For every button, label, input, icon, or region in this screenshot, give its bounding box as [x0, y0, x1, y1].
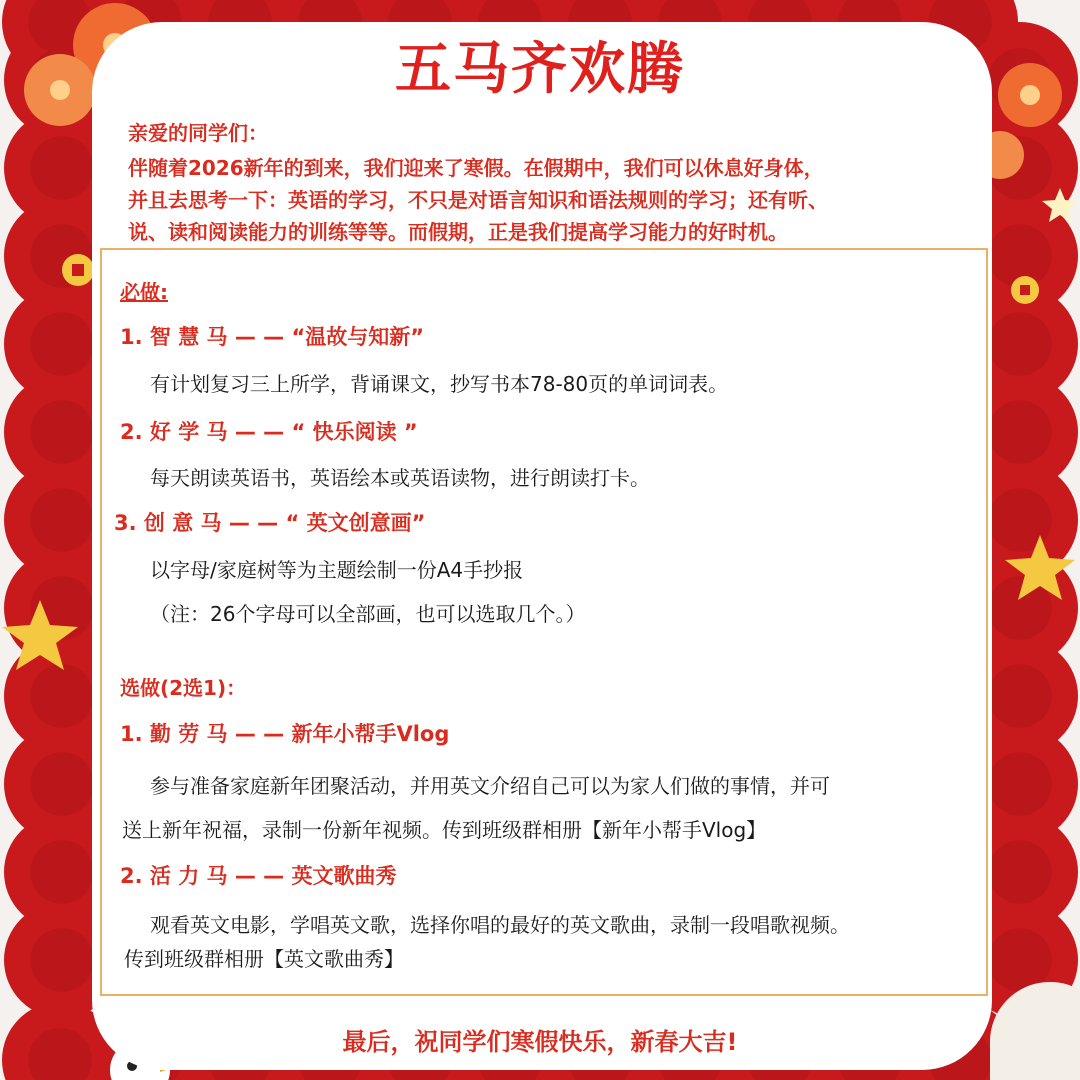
intro-line: 并且去思考一下：英语的学习，不只是对语言知识和语法规则的学习；还有听、	[128, 188, 828, 212]
intro-line: 伴随着2026新年的到来，我们迎来了寒假。在假期中，我们可以休息好身体，	[128, 156, 824, 180]
task-note: （注：26个字母可以全部画，也可以选取几个。）	[150, 602, 586, 626]
task-title: 3. 创 意 马 — — “ 英文创意画”	[114, 511, 426, 535]
task-description: 以字母/家庭树等为主题绘制一份A4手抄报	[150, 558, 524, 582]
closing-message: 最后，祝同学们寒假快乐，新春大吉!	[342, 1028, 738, 1056]
task-description: 有计划复习三上所学，背诵课文，抄写书本78-80页的单词词表。	[150, 372, 729, 396]
task-title: 1. 勤 劳 马 — — 新年小帮手Vlog	[120, 722, 450, 746]
task-title: 1. 智 慧 马 — — “温故与知新”	[120, 325, 425, 349]
intro-line: 说、读和阅读能力的训练等等。而假期，正是我们提高学习能力的好时机。	[128, 220, 788, 244]
required-heading: 必做:	[120, 280, 168, 304]
task-description: 每天朗读英语书，英语绘本或英语读物，进行朗读打卡。	[150, 466, 650, 490]
task-title: 2. 活 力 马 — — 英文歌曲秀	[120, 864, 397, 888]
page-title: 五马齐欢腾	[395, 37, 685, 102]
greeting: 亲爱的同学们：	[128, 121, 268, 145]
task-description: 参与准备家庭新年团聚活动，并用英文介绍自己可以为家人们做的事情，并可	[150, 774, 830, 798]
task-description: 送上新年祝福，录制一份新年视频。传到班级群相册【新年小帮手Vlog】	[122, 818, 767, 842]
optional-heading: 选做(2选1)：	[120, 676, 247, 700]
task-description: 传到班级群相册【英文歌曲秀】	[124, 947, 404, 971]
task-title: 2. 好 学 马 — — “ 快乐阅读 ”	[120, 420, 418, 444]
task-description: 观看英文电影，学唱英文歌，选择你唱的最好的英文歌曲，录制一段唱歌视频。	[150, 913, 850, 937]
